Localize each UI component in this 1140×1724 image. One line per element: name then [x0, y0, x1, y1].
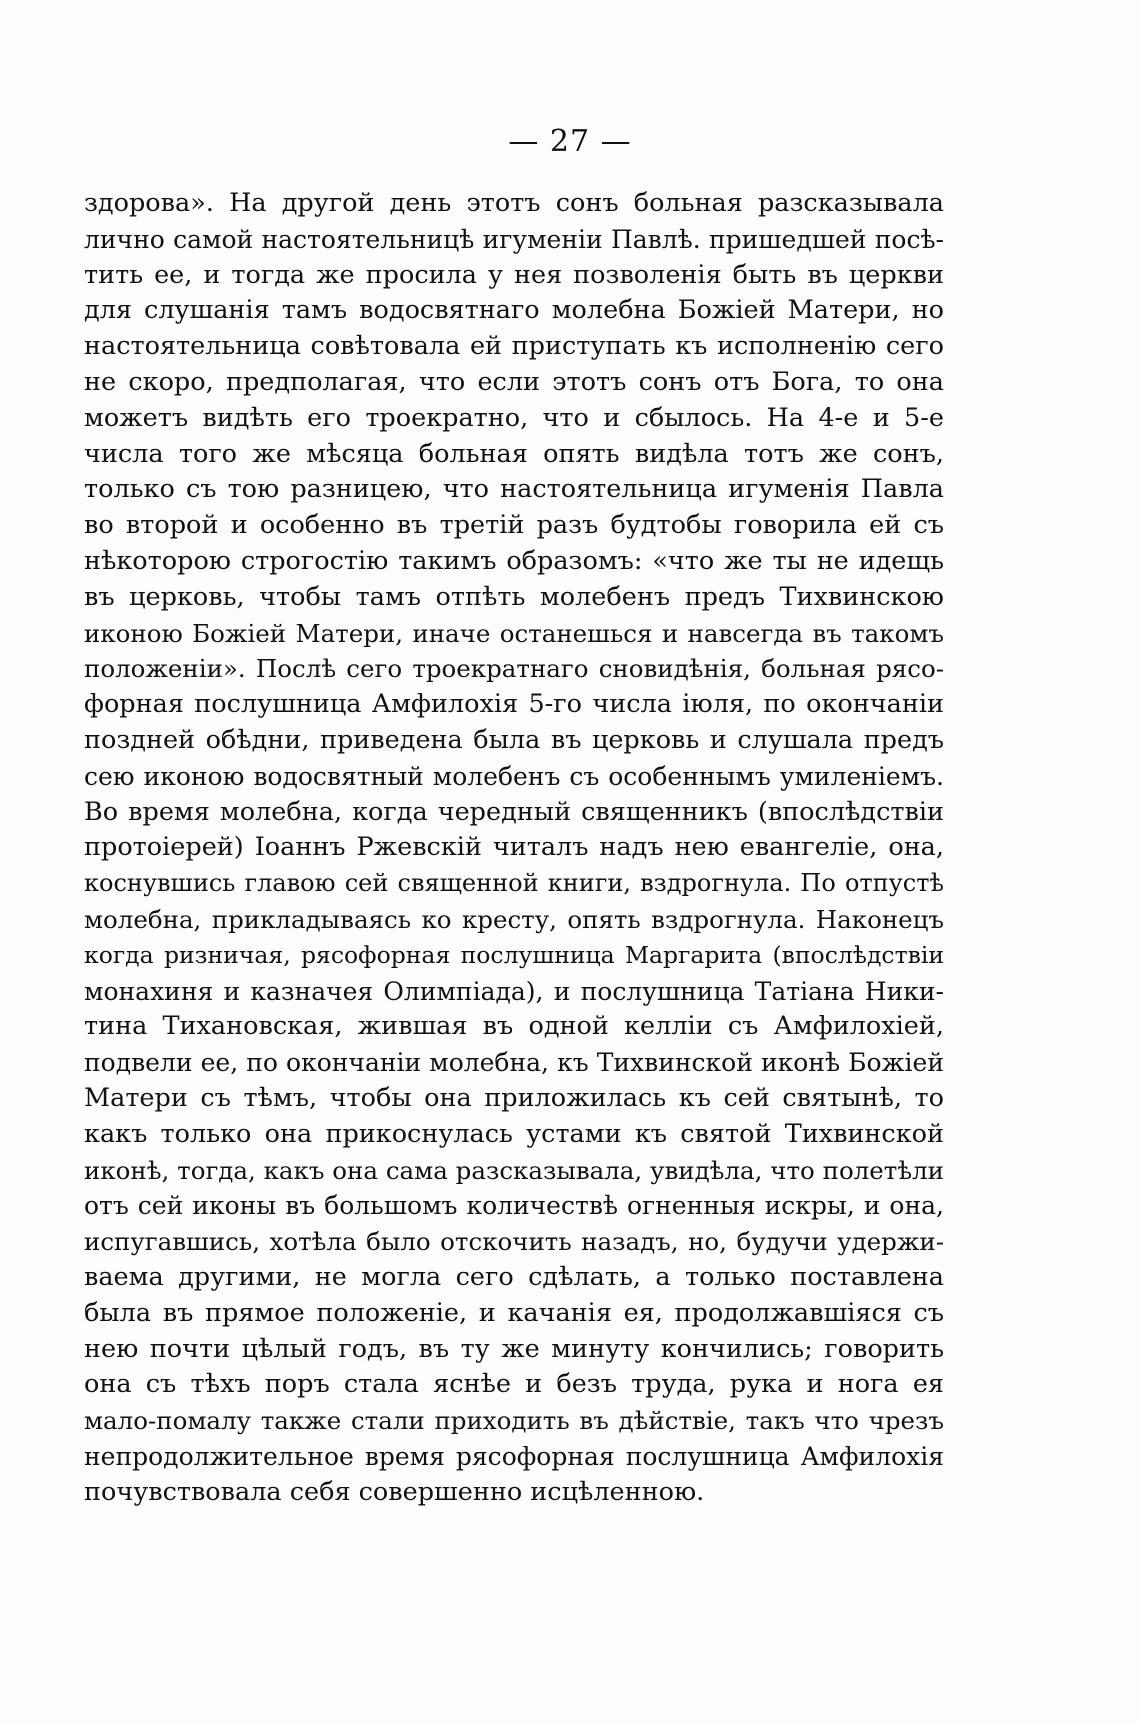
text-line: тина Тихановская, жившая въ одной келліи съ Амфилохіей,	[84, 1011, 944, 1042]
text-line: она съ тѣхъ поръ стала яснѣе и безъ труда, рука и нога ея	[84, 1369, 944, 1400]
text-line: Матери съ тѣмъ, чтобы она приложилась къ сей святынѣ, то	[84, 1082, 944, 1113]
text-line: мало-помалу также стали приходить въ дѣйствіе, такъ что чрезъ	[84, 1406, 944, 1436]
text-line: испугавшись, хотѣла было отскочить назадъ, но, будучи удержи-	[84, 1227, 944, 1257]
text-line: иконѣ, тогда, какъ она сама разсказывала, увидѣла, что полетѣли	[84, 1155, 944, 1185]
text-line: непродолжительное время рясофорная послушница Амфилохія	[84, 1441, 944, 1471]
text-line: сею иконою водосвятный молебенъ съ особеннымъ умиленіемъ.	[84, 761, 944, 791]
text-line: отъ сей иконы въ большомъ количествѣ огненныя искры, и она,	[84, 1191, 944, 1221]
text-line: молебна, прикладываясь ко кресту, опять вздрогнула. Наконецъ	[84, 904, 944, 934]
text-line: Во время молебна, когда чередный священникъ (впослѣдствіи	[84, 796, 944, 827]
text-line: можетъ видѣть его троекратно, что и сбылось. На 4-е и 5-е	[84, 402, 944, 433]
text-line: тить ее, и тогда же просила у нея позволенія быть въ церкви	[84, 259, 944, 290]
text-line: во второй и особенно въ третій разъ будтобы говорила ей съ	[84, 510, 944, 541]
text-line: подвели ее, по окончаніи молебна, къ Тихвинской иконѣ Божіей	[84, 1048, 944, 1078]
text-line: коснувшись главою сей священной книги, вздрогнула. По отпустѣ	[84, 869, 944, 898]
text-line: положеніи». Послѣ сего троекратнаго сновидѣнія, больная рясо-	[84, 654, 944, 684]
text-line: настоятельница совѣтовала ей приступать къ исполненію сего	[84, 331, 944, 362]
text-line: поздней обѣдни, приведена была въ церковь и слушала предъ	[84, 724, 944, 755]
text-line: форная послушница Амфилохія 5-го числа іюля, по окончаніи	[84, 689, 944, 720]
text-line: не скоро, предполагая, что если этотъ сонъ отъ Бога, то она	[84, 366, 944, 397]
text-line: только съ тою разницею, что настоятельница игуменія Павла	[84, 474, 944, 505]
text-line: нею почти цѣлый годъ, въ ту же минуту кончились; говорить	[84, 1333, 944, 1364]
text-line: нѣкоторою строгостію такимъ образомъ: «что же ты не идещь	[84, 545, 944, 576]
text-line: лично самой настоятельницѣ игуменіи Павлѣ. пришедшей посѣ-	[84, 224, 944, 254]
text-line: протоіерей) Іоаннъ Ржевскій читалъ надъ нею евангеліе, она,	[84, 832, 944, 863]
text-line: монахиня и казначея Олимпіада), и послушница Татіана Ники-	[84, 976, 944, 1006]
text-line: была въ прямое положеніе, и качанія ея, продолжавшіяся съ	[84, 1297, 944, 1328]
text-line-last: почувствовала себя совершенно исцѣленною.	[84, 1476, 705, 1507]
text-line: въ церковь, чтобы тамъ отпѣть молебенъ предъ Тихвинскою	[84, 581, 944, 612]
text-line: ваема другими, не могла сего сдѣлать, а только поставлена	[84, 1261, 944, 1292]
text-line: какъ только она прикоснулась устами къ святой Тихвинской	[84, 1118, 944, 1149]
text-line: для слушанія тамъ водосвятнаго молебна Божіей Матери, но	[84, 295, 944, 326]
text-line: иконою Божіей Матери, иначе останешься и навсегда въ такомъ	[84, 618, 944, 648]
text-line: здорова». На другой день этотъ сонъ больная разсказывала	[84, 188, 944, 218]
page-number: — 27 —	[508, 124, 632, 159]
body-text	[84, 186, 944, 1510]
text-line: числа того же мѣсяца больная опять видѣла тотъ же сонъ,	[84, 438, 944, 469]
text-line: когда ризничая, рясофорная послушница Маргарита (впослѣдствіи	[84, 940, 944, 969]
